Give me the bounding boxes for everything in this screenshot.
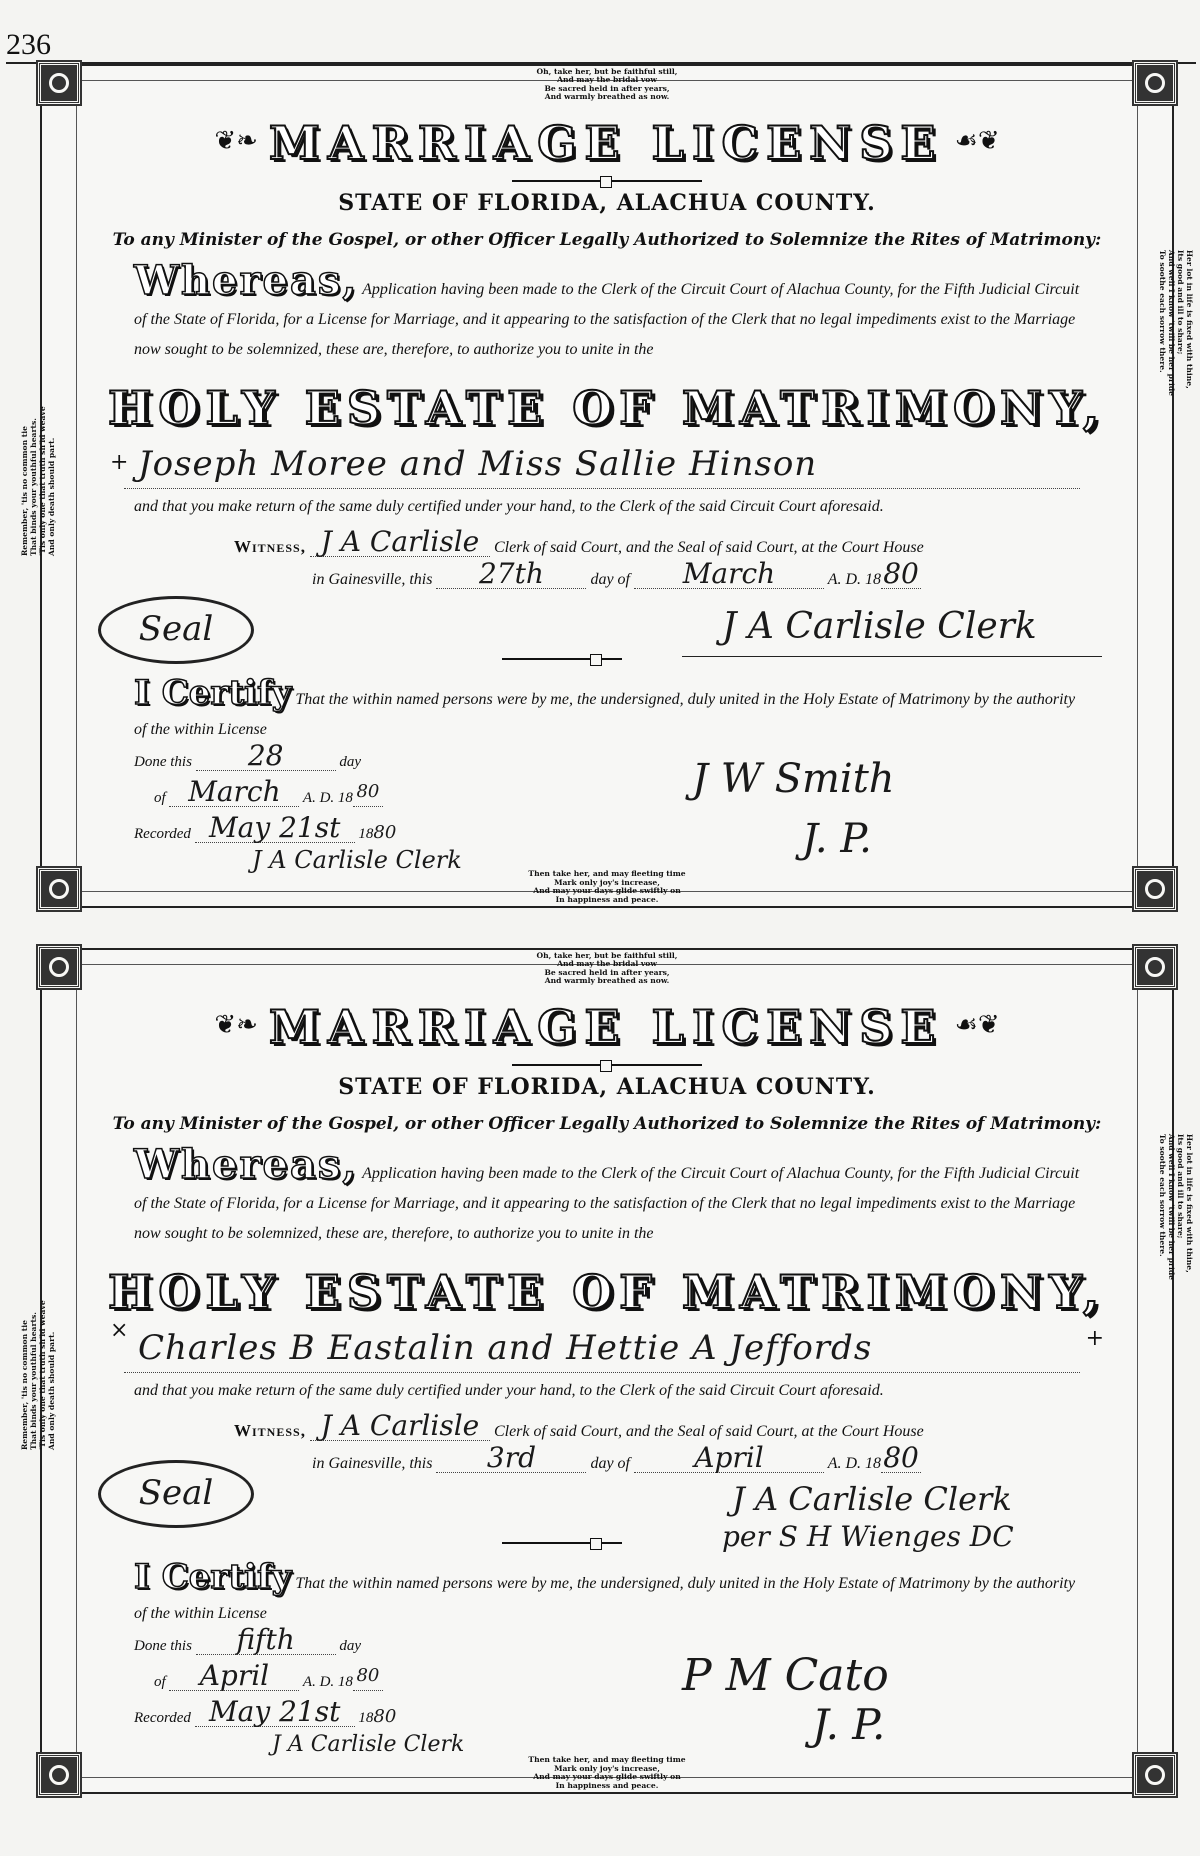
done-this-row: Done this fifth day <box>134 1623 362 1656</box>
recorded-date-field: May 21st <box>195 1698 355 1727</box>
holy-estate-heading: HOLY ESTATE OF MATRIMONY, <box>107 1265 1107 1319</box>
whereas-text: Application having been made to the Clerk of the Circuit Court of Alachua County, for the Fifth Judicial Circuit of the State of Florida, for a License for Marriage, and it appearing to the satisfaction of the Clerk that no legal impediments exist to the Marriage now sought to be solemnized, these are, therefore, to authorize you to unite in the <box>134 281 1080 358</box>
cross-mark-icon: + <box>1085 1326 1104 1351</box>
flourish-left-icon: ❦❧ <box>214 1010 258 1040</box>
date-row: in Gainesville, this 27th day of March A. D. 1880 <box>312 560 1080 590</box>
cross-mark-icon: × <box>110 1318 129 1343</box>
whereas-heading: Whereas, <box>134 257 359 304</box>
whereas-text: Application having been made to the Clerk of the Circuit Court of Alachua County, for the Fifth Judicial Circuit of the State of Florida, for a License for Marriage, and it appearing to the satisfaction of the Clerk that no legal impediments exist to the Marriage now sought to be solemnized, these are, therefore, to authorize you to unite in the <box>134 1165 1080 1242</box>
license-title: MARRIAGE LICENSE <box>268 1000 944 1054</box>
flourish-right-icon: ☙❦ <box>954 126 1000 156</box>
signature-rule <box>682 656 1102 657</box>
certify-heading: I Certify <box>134 1557 292 1597</box>
court-seal: Seal <box>98 596 254 664</box>
left-side-verse: Remember, 'tis no common tie That binds your youthful hearts. 'Tis only one that truth sh'ld weave And only death should part. <box>20 406 56 556</box>
license-title-row <box>42 116 1172 170</box>
left-side-verse: Remember, 'tis no common tie That binds your youthful hearts. 'Tis only one that truth sh'ld weave And only death should part. <box>20 1300 56 1450</box>
addressee-line: To any Minister of the Gospel, or other Officer Legally Authorized to Solemnize the Rites of Matrimony: <box>112 230 1102 250</box>
bottom-verse: Then take her, and may fleeting time Mark only joy's increase, And may your days glide swiftly on In happiness and peace. <box>528 869 686 904</box>
couple-names: Joseph Moree and Miss Sallie Hinson <box>138 444 818 484</box>
done-year-field: 80 <box>353 778 383 807</box>
done-month-field: April <box>169 1662 299 1691</box>
court-seal: Seal <box>98 1460 254 1528</box>
return-text: and that you make return of the same duly certified under your hand, to the Clerk of the said Circuit Court aforesaid. <box>134 498 884 515</box>
done-day-field: 28 <box>196 742 336 771</box>
recorded-date-field: May 21st <box>195 814 355 843</box>
witness-signature-field: J A Carlisle <box>310 1412 490 1441</box>
addressee-line: To any Minister of the Gospel, or other Officer Legally Authorized to Solemnize the Rites of Matrimony: <box>112 1114 1102 1134</box>
certify-text: That the within named persons were by me, the undersigned, duly united in the Holy Estate of Matrimony by the authority of the within License <box>134 1575 1076 1622</box>
witness-label: Witness, <box>234 1421 306 1440</box>
top-verse: Oh, take her, but be faithful still, And may the bridal vow Be sacred held in after years, And warmly breathed as now. <box>536 67 678 102</box>
state-line: STATE OF FLORIDA, ALACHUA COUNTY. <box>338 190 876 216</box>
certify-paragraph <box>134 673 1080 745</box>
certify-paragraph <box>134 1557 1080 1629</box>
right-side-verse: Her lot in life is fixed with thine, Its good and ill to share; And well I know 'twill be her pride To soothe each sorrow there. <box>1158 1133 1194 1280</box>
year-field: 80 <box>881 1444 921 1473</box>
license-title-row <box>42 1000 1172 1054</box>
section-divider <box>502 658 622 660</box>
bottom-verse: Then take her, and may fleeting time Mark only joy's increase, And may your days glide swiftly on In happiness and peace. <box>528 1755 686 1790</box>
witness-signature-field: J A Carlisle <box>310 528 490 557</box>
year-field: 80 <box>881 560 921 589</box>
certify-heading: I Certify <box>134 673 292 713</box>
done-month-row: of April A. D. 18 80 <box>154 1662 383 1691</box>
cross-mark-icon: + <box>110 450 129 475</box>
done-year-field: 80 <box>353 1662 383 1691</box>
clerk-signature: J A Carlisle Clerk <box>732 1480 1012 1518</box>
clerk-signature: J A Carlisle Clerk <box>722 606 1037 647</box>
recorded-signature: J A Carlisle Clerk <box>252 846 462 874</box>
top-verse: Oh, take her, but be faithful still, And may the bridal vow Be sacred held in after years, And warmly breathed as now. <box>536 951 678 986</box>
witness-label: Witness, <box>234 537 306 556</box>
section-divider <box>502 1542 622 1544</box>
state-line: STATE OF FLORIDA, ALACHUA COUNTY. <box>338 1074 876 1100</box>
done-day-field: fifth <box>196 1626 336 1655</box>
title-divider <box>512 1064 702 1066</box>
done-month-field: March <box>169 778 299 807</box>
flourish-left-icon: ❦❧ <box>214 126 258 156</box>
recorded-row: Recorded May 21st 1880 <box>134 1695 397 1728</box>
flourish-right-icon: ☙❦ <box>954 1010 1000 1040</box>
witness-row <box>234 525 1080 558</box>
day-field: 27th <box>436 560 586 589</box>
whereas-paragraph <box>134 1141 1080 1249</box>
recorded-signature: J A Carlisle Clerk <box>272 1732 465 1757</box>
officiant-signature: P M Cato <box>682 1650 889 1701</box>
officiant-title: J. P. <box>802 816 872 862</box>
certify-text: That the within named persons were by me, the undersigned, duly united in the Holy Estate of Matrimony by the authority of the within License <box>134 691 1076 738</box>
marriage-license-2 <box>20 948 1194 1794</box>
whereas-paragraph <box>134 257 1080 365</box>
officiant-title: J. P. <box>812 1700 886 1749</box>
marriage-license-1 <box>20 64 1194 908</box>
month-field: March <box>634 560 824 589</box>
witness-row <box>234 1409 1080 1442</box>
couple-names: Charles B Eastalin and Hettie A Jeffords <box>138 1328 873 1368</box>
names-line <box>110 1318 1104 1373</box>
recorded-row: Recorded May 21st 1880 <box>134 811 397 844</box>
month-field: April <box>634 1444 824 1473</box>
date-row: in Gainesville, this 3rd day of April A. D. 1880 <box>312 1444 1080 1474</box>
done-this-row: Done this 28 day <box>134 739 362 772</box>
officiant-signature: J W Smith <box>692 756 895 802</box>
witness-text: Clerk of said Court, and the Seal of said Court, at the Court House <box>493 1423 924 1440</box>
whereas-heading: Whereas, <box>134 1141 359 1188</box>
holy-estate-heading: HOLY ESTATE OF MATRIMONY, <box>107 381 1107 435</box>
title-divider <box>512 180 702 182</box>
page-number: 236 <box>6 28 51 61</box>
license-title: MARRIAGE LICENSE <box>268 116 944 170</box>
return-text: and that you make return of the same duly certified under your hand, to the Clerk of the said Circuit Court aforesaid. <box>134 1382 884 1399</box>
names-line <box>110 444 1080 489</box>
done-month-row: of March A. D. 18 80 <box>154 778 383 807</box>
witness-text: Clerk of said Court, and the Seal of said Court, at the Court House <box>493 539 924 556</box>
day-field: 3rd <box>436 1444 586 1473</box>
right-side-verse: Her lot in life is fixed with thine, Its good and ill to share; And well I know 'twill be her pride To soothe each sorrow there. <box>1158 249 1194 396</box>
deputy-clerk-signature: per S H Wienges DC <box>722 1520 1014 1553</box>
